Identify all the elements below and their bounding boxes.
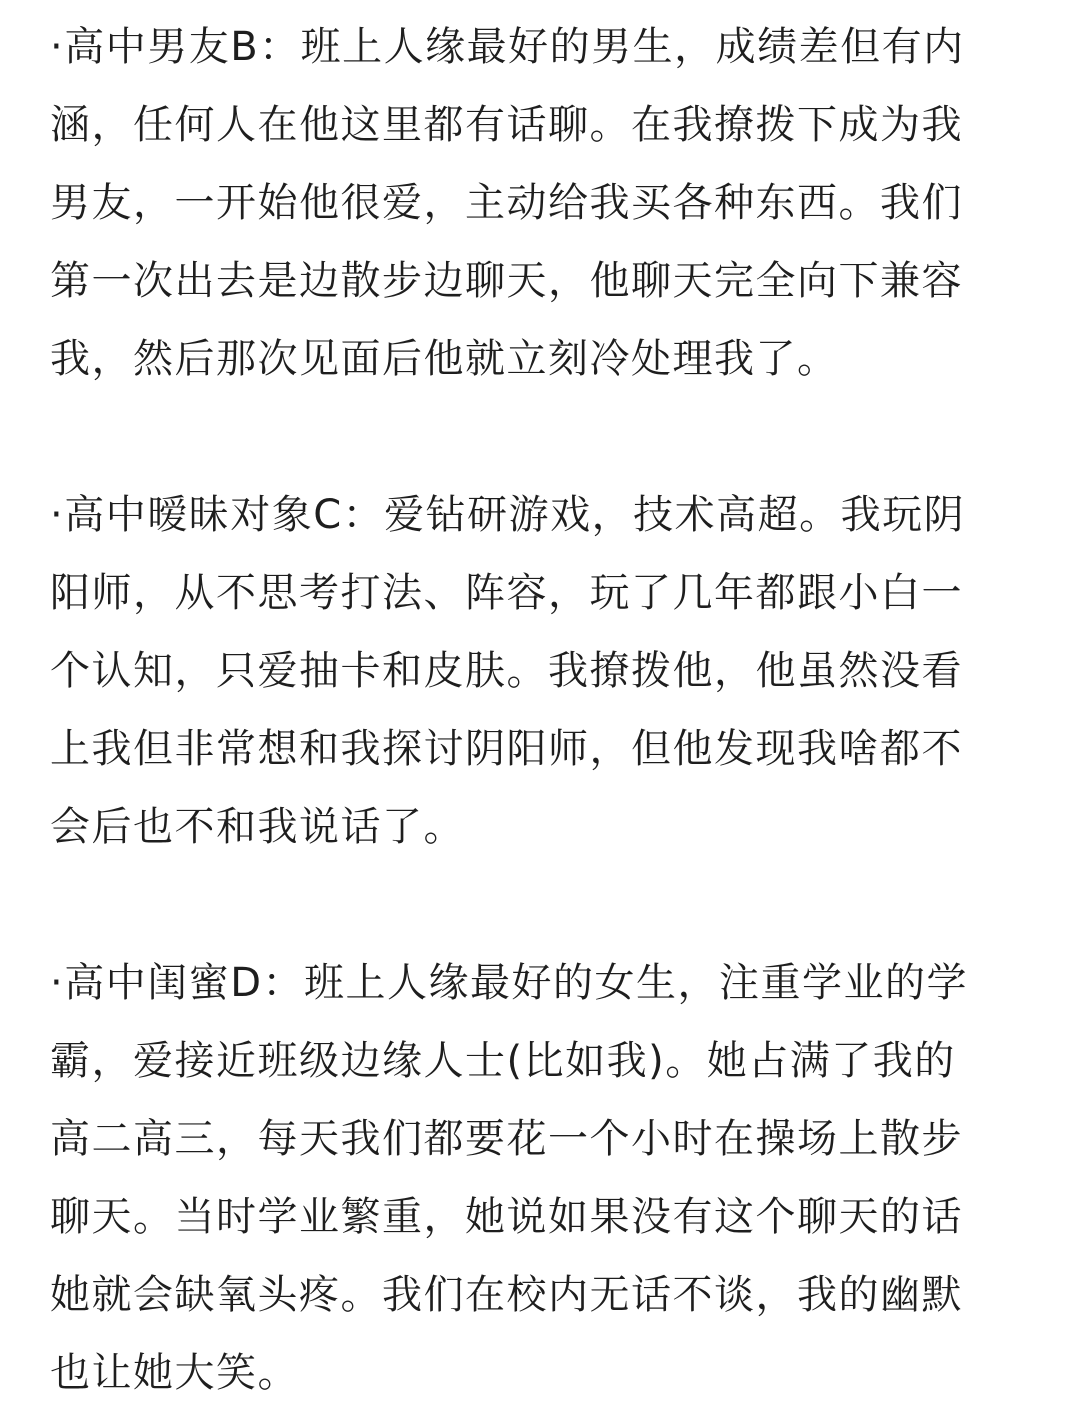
paragraph-bestie-d <box>50 944 968 1412</box>
text-line: 高二高三，每天我们都要花一个小时在操场上散步 <box>50 1116 963 1162</box>
text-line: ·高中闺蜜D：班上人缘最好的女生，注重学业的学 <box>50 960 969 1006</box>
text-line: 上我但非常想和我探讨阴阳师，但他发现我啥都不 <box>50 726 963 772</box>
text-line: 霸，爱接近班级边缘人士(比如我)。她占满了我的 <box>50 1038 956 1084</box>
text-line: 个认知，只爱抽卡和皮肤。我撩拨他，他虽然没看 <box>50 648 963 694</box>
paragraph-crush-c <box>50 476 965 866</box>
text-line: 会后也不和我说话了。 <box>50 804 465 850</box>
text-line: ·高中暧昧对象C：爱钻研游戏，技术高超。我玩阴 <box>50 492 966 538</box>
text-line: ·高中男友B：班上人缘最好的男生，成绩差但有内 <box>50 24 965 70</box>
text-line: 聊天。当时学业繁重，她说如果没有这个聊天的话 <box>50 1194 963 1240</box>
text-line: 阳师，从不思考打法、阵容，玩了几年都跟小白一 <box>50 570 963 616</box>
text-line: 我，然后那次见面后他就立刻冷处理我了。 <box>50 336 839 382</box>
text-line: 男友，一开始他很爱，主动给我买各种东西。我们 <box>50 180 963 226</box>
text-line: 她就会缺氧头疼。我们在校内无话不谈，我的幽默 <box>50 1272 963 1318</box>
text-line: 第一次出去是边散步边聊天，他聊天完全向下兼容 <box>50 258 963 304</box>
text-line: 涵，任何人在他这里都有话聊。在我撩拨下成为我 <box>50 102 963 148</box>
text-line: 也让她大笑。 <box>50 1350 299 1396</box>
paragraph-boyfriend-b <box>50 8 965 398</box>
